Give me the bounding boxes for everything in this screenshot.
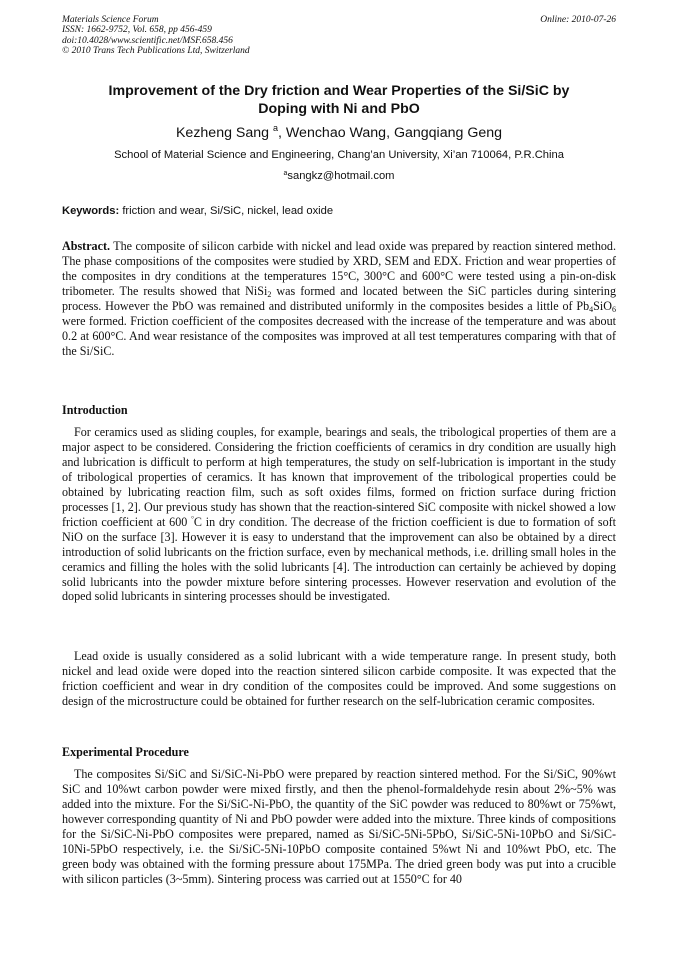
email-mark: a xyxy=(283,170,288,177)
keywords-text: friction and wear, Si/SiC, nickel, lead oxide xyxy=(122,205,334,217)
author-others: , Wenchao Wang, Gangqiang Geng xyxy=(278,125,503,141)
subscript: 2 xyxy=(267,289,272,299)
abstract-text-1: The composite of silicon carbide with nickel and lead oxide was prepared by reaction sintered method. The phase compositions of the composites were studied by XRD, SEM and EDX. Friction and wear properties of the composites in dry conditions at the temperatures 15°C, 300°C and 600°C were tested using a pin-on-disk tribometer. The results showed that NiSi xyxy=(62,239,616,298)
journal-header xyxy=(62,15,250,57)
abstract xyxy=(62,239,616,359)
abstract-text-3: SiO xyxy=(593,298,612,313)
copyright-line: © 2010 Trans Tech Publications Ltd, Switzerland xyxy=(62,46,250,57)
introduction-heading: Introduction xyxy=(62,403,128,417)
author-first: Kezheng Sang xyxy=(175,125,270,141)
experimental-paragraph-1: The composites Si/SiC and Si/SiC-Ni-PbO were prepared by reaction sintered method. For the Si/SiC, 90%wt SiC and 10%wt carbon powder were mixed firstly, and then the phenol-formaldehyde resin about 2%~5% was added into the mixture. For the Si/SiC-Ni-PbO, the quantity of the SiC powder was reduced to 80%wt or 75%wt, however corresponding quantity of Ni and PbO powder were added into the mixture. Three kinds of compositions for the Si/SiC-Ni-PbO composites were prepared, named as Si/SiC-5Ni-5PbO, Si/SiC-5Ni-10PbO and Si/SiC-10Ni-5PbO respectively, i.e. the Si/SiC-5Ni-10PbO composite contained 5%wt Ni and 10%wt PbO, etc. The green body was obtained with the forming pressure about 175MPa. The dried green body was put into a crucible with silicon particles (3~5mm). Sintering process was carried out at 1550°C for 40 xyxy=(62,767,616,886)
online-date: Online: 2010-07-26 xyxy=(540,15,616,25)
title-line-2: Doping with Ni and PbO xyxy=(258,101,420,117)
intro-text-a: For ceramics used as sliding couples, for example, bearings and seals, the tribological properties of them are a major aspect to be considered. Considering the friction coefficients of ceramics in dry condition are usually high and lubrication is difficult to perform at high temperatures, the study on self-lubrication is important in the study of tribological properties of ceramics. It has known that improvement of the tribological properties could be obtained by lubricating reaction film, such as soft oxides films, formed on friction surface during friction processes [1, 2]. Our previous study has shown that the reaction-sintered SiC composite with nickel showed a low friction coefficient at 600 xyxy=(62,425,616,529)
subscript: 6 xyxy=(612,304,616,314)
title-line-1: Improvement of the Dry friction and Wear Properties of the Si/SiC by xyxy=(108,83,570,99)
introduction-paragraph-1 xyxy=(62,425,616,604)
experimental-heading: Experimental Procedure xyxy=(62,745,189,759)
author-list xyxy=(62,124,616,142)
intro-text-b: C in dry condition. The decrease of the friction coefficient is due to formation of soft NiO on the surface [3]. However it is easy to understand that the improvement can also be obtained by a direct introduction of solid lubricants on the friction surface, even by mechanical methods, i.e. drilling small holes in the ceramics and filling the holes with the solid lubricants [4]. The introduction can certainly be achieved by doping solid lubricants into the powder mixture before sintering processes. However reservation and evolution of the doped solid lubricants in sintering processes should be investigated. xyxy=(62,514,617,604)
affiliation: School of Material Science and Engineering, Chang’an University, Xi’an 710064, P.R.China xyxy=(114,149,564,161)
degree-mark: ° xyxy=(191,514,194,523)
author-affiliation-mark: a xyxy=(273,123,279,133)
abstract-label: Abstract. xyxy=(62,239,111,253)
paper-title xyxy=(62,82,616,118)
keywords xyxy=(62,204,333,219)
doi-line: doi:10.4028/www.scientific.net/MSF.658.456 xyxy=(62,35,233,46)
author-email xyxy=(62,169,616,184)
email-address: sangkz@hotmail.com xyxy=(287,170,395,182)
journal-name: Materials Science Forum xyxy=(62,15,159,25)
abstract-text-2: was formed and located between the SiC particles during sintering process. However the PbO was remained and distributed uniformly in the composites besides a little of Pb xyxy=(62,283,616,313)
abstract-text-4: were formed. Friction coefficient of the composites decreased with the increase of the temperature and was about 0.2 at 600°C. And wear resistance of the composites was improved at all test temperatures comparing with that of the Si/SiC. xyxy=(62,313,616,358)
introduction-paragraph-2: Lead oxide is usually considered as a solid lubricant with a wide temperature range. In present study, both nickel and lead oxide were doped into the reaction sintered silicon carbide composite. It was expected that the friction coefficient and wear in dry condition of the composites could be improved. And some suggestions on design of the microstructure could be obtained for further research on the self-lubrication ceramic composites. xyxy=(62,649,616,708)
subscript: 4 xyxy=(589,304,594,314)
issn-line: ISSN: 1662-9752, Vol. 658, pp 456-459 xyxy=(62,25,212,36)
keywords-label: Keywords: xyxy=(62,205,120,217)
